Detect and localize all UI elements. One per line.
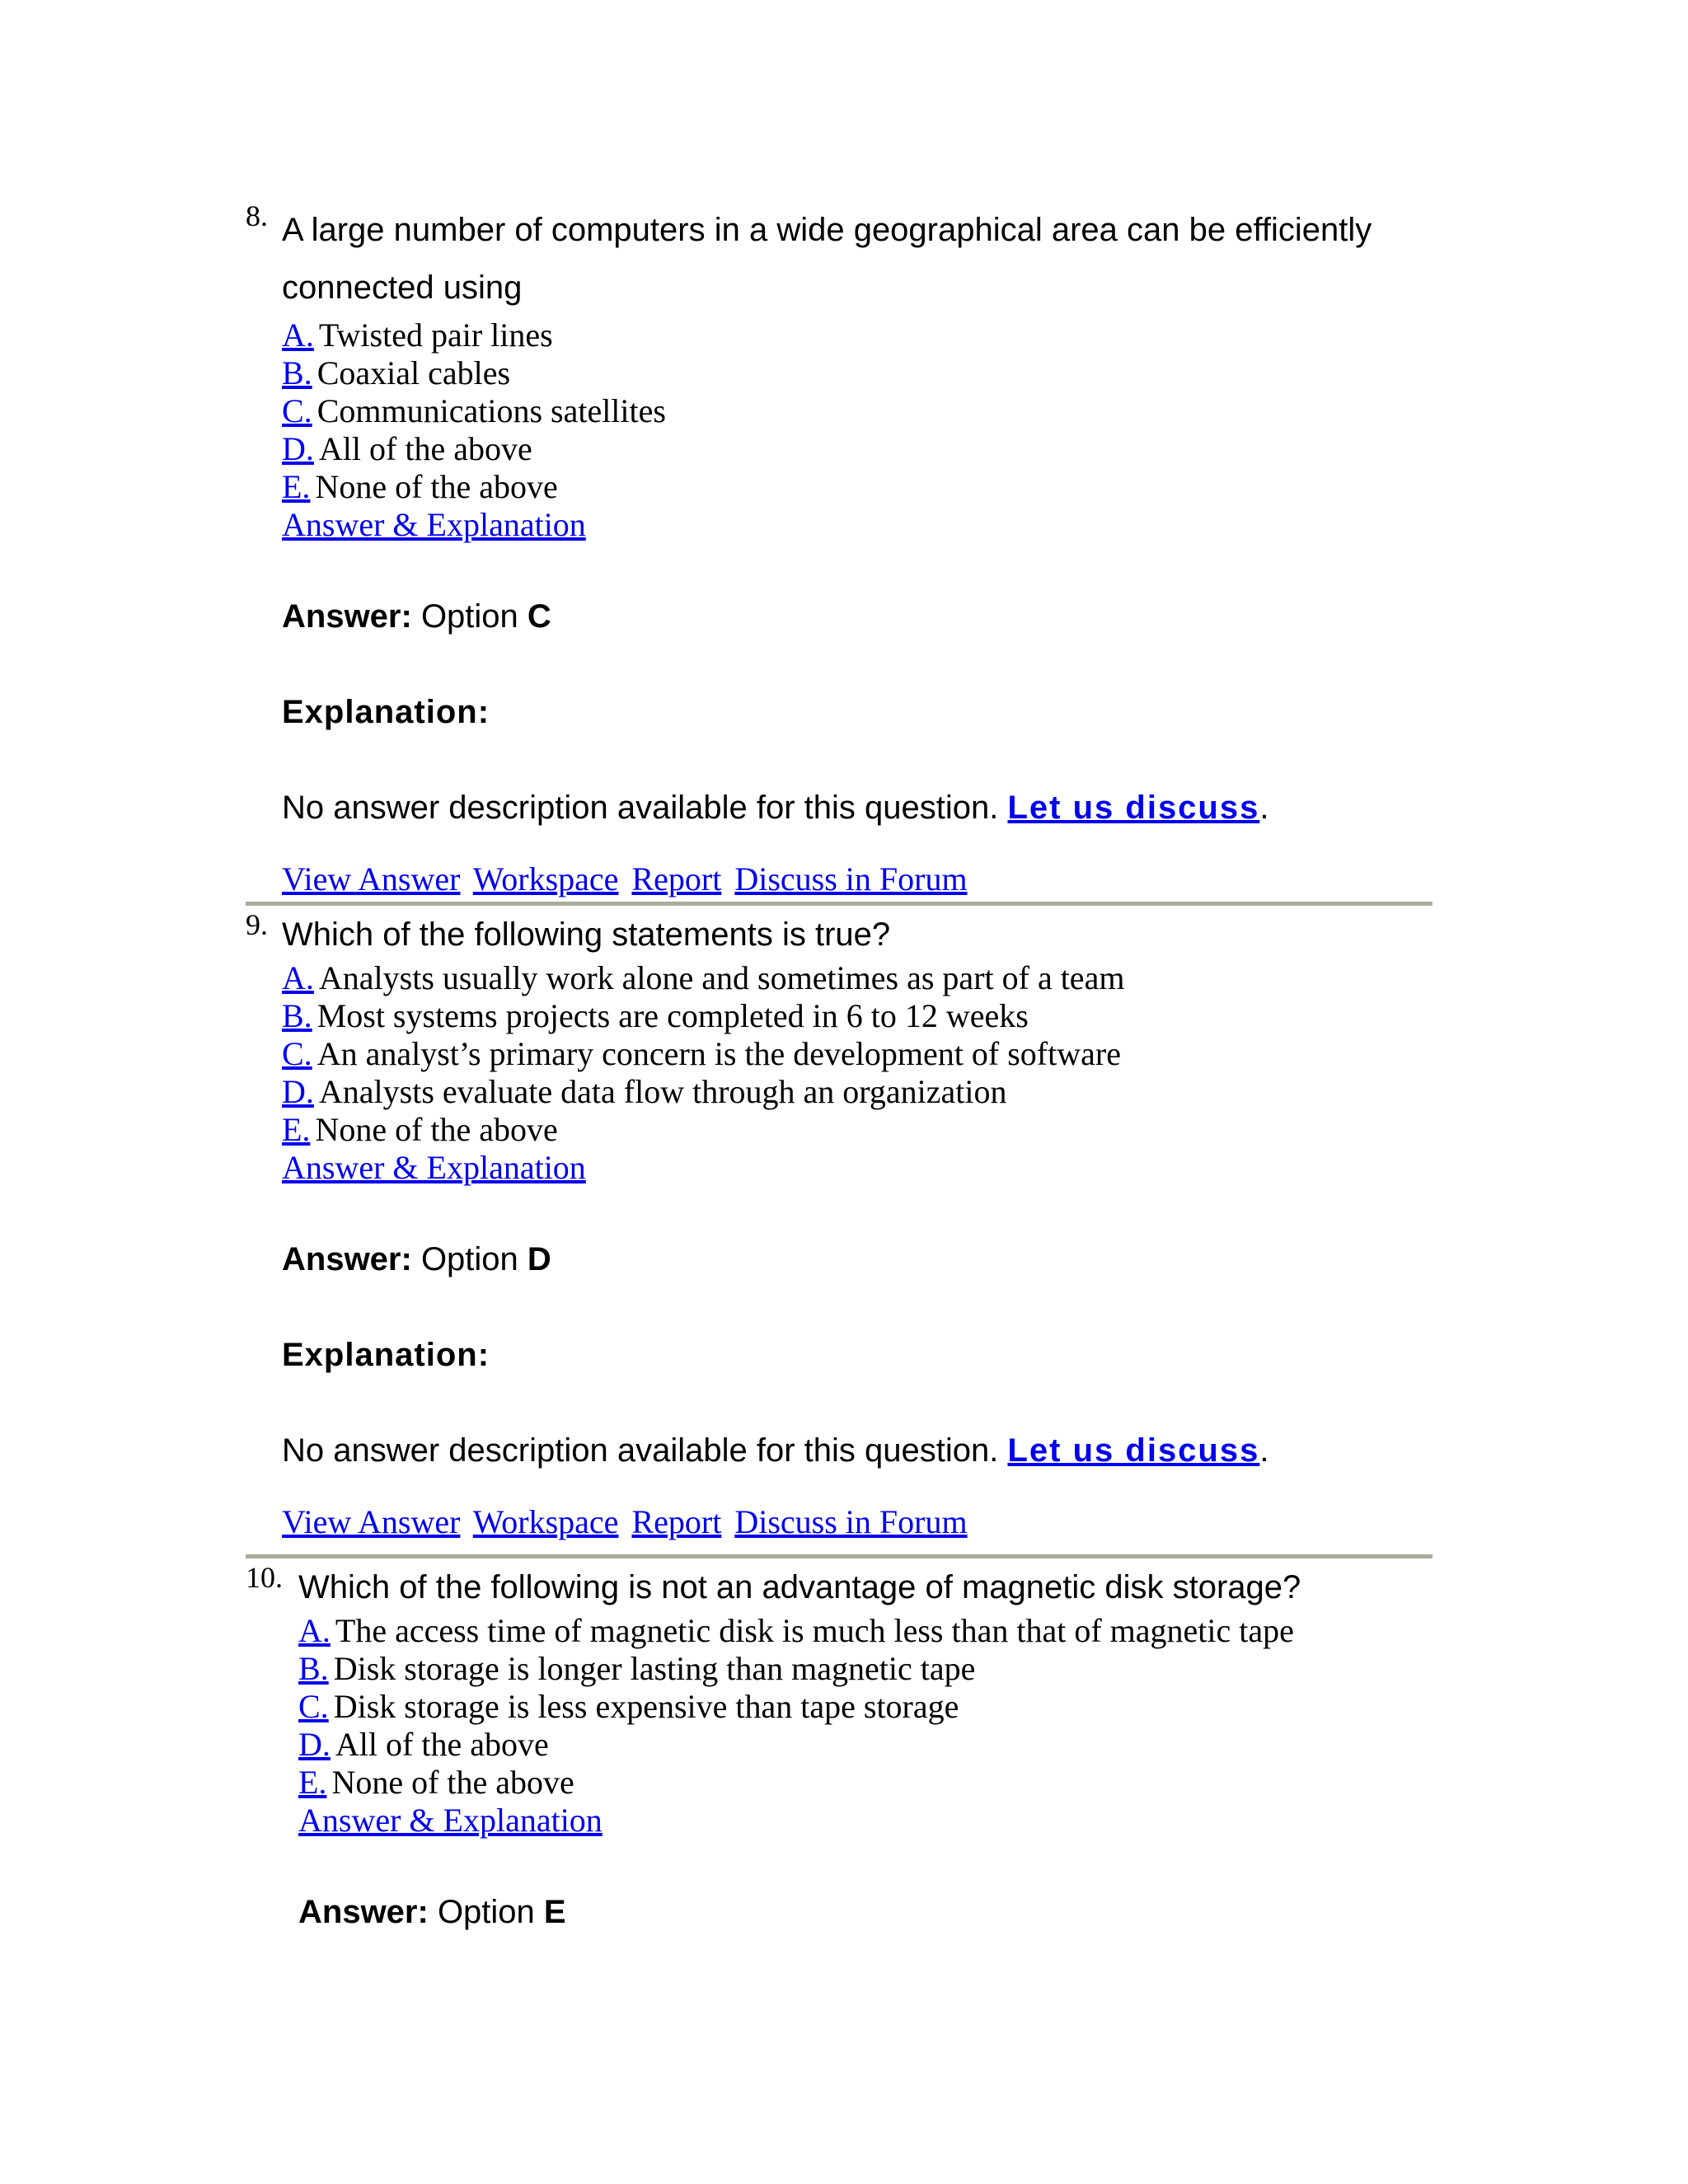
option-e-link[interactable]: E. bbox=[282, 1111, 311, 1148]
answer-explanation-link[interactable]: Answer & Explanation bbox=[282, 506, 586, 543]
option-a-link[interactable]: A. bbox=[282, 316, 314, 354]
question-8 bbox=[282, 204, 1372, 898]
question-stem bbox=[298, 1563, 1301, 1612]
question-stem-line: Which of the following is not an advantage of magnetic disk storage? bbox=[298, 1569, 1301, 1605]
question-stem-line: connected using bbox=[282, 269, 523, 306]
option-text: None of the above bbox=[315, 468, 558, 505]
question-stem-line: A large number of computers in a wide geographical area can be efficiently bbox=[282, 212, 1372, 248]
option-d bbox=[282, 1073, 1268, 1111]
view-answer-link[interactable]: View Answer bbox=[282, 1503, 461, 1540]
option-d-link[interactable]: D. bbox=[282, 430, 314, 467]
option-e bbox=[282, 468, 1372, 506]
answer-explanation-link[interactable]: Answer & Explanation bbox=[282, 1149, 586, 1186]
option-b-link[interactable]: B. bbox=[282, 354, 312, 391]
option-text: Disk storage is longer lasting than magnetic tape bbox=[333, 1650, 976, 1687]
option-c-link[interactable]: C. bbox=[282, 392, 312, 429]
option-text: All of the above bbox=[318, 430, 532, 467]
question-number: 9. bbox=[246, 908, 268, 941]
answer-line bbox=[298, 1887, 1301, 1937]
option-c bbox=[282, 1035, 1268, 1073]
explanation-sentence: No answer description available for this question. bbox=[282, 790, 999, 826]
option-text: Analysts usually work alone and sometimes as part of a team bbox=[318, 959, 1125, 996]
option-text: None of the above bbox=[331, 1764, 574, 1801]
explanation-period: . bbox=[1259, 1432, 1269, 1469]
answer-value: C bbox=[527, 598, 551, 635]
option-text: Coaxial cables bbox=[316, 354, 511, 391]
option-d bbox=[282, 430, 1372, 468]
option-c bbox=[298, 1688, 1301, 1726]
let-us-discuss-link[interactable]: Let us discuss bbox=[1007, 790, 1260, 826]
question-actions bbox=[282, 1503, 1268, 1541]
option-b bbox=[282, 997, 1268, 1035]
question-stem-line: Which of the following statements is true? bbox=[282, 916, 891, 953]
explanation-heading: Explanation: bbox=[282, 1337, 490, 1373]
option-a-link[interactable]: A. bbox=[282, 959, 314, 996]
answer-line bbox=[282, 592, 1372, 641]
question-stem bbox=[282, 201, 1372, 316]
question-number: 10. bbox=[246, 1561, 283, 1594]
let-us-discuss-link[interactable]: Let us discuss bbox=[1007, 1432, 1260, 1469]
option-e bbox=[298, 1764, 1301, 1802]
option-text: The access time of magnetic disk is much less than that of magnetic tape bbox=[335, 1612, 1294, 1649]
option-text: Analysts evaluate data flow through an organization bbox=[318, 1073, 1007, 1110]
workspace-link[interactable]: Workspace bbox=[472, 860, 619, 898]
explanation-text bbox=[282, 783, 1372, 832]
answer-prefix: Option bbox=[420, 1241, 518, 1277]
answer-label: Answer: bbox=[282, 598, 412, 635]
option-e-link[interactable]: E. bbox=[298, 1764, 327, 1801]
option-text: An analyst’s primary concern is the development of software bbox=[316, 1035, 1121, 1072]
answer-value: E bbox=[543, 1894, 566, 1930]
answer-label: Answer: bbox=[298, 1894, 429, 1930]
option-a-link[interactable]: A. bbox=[298, 1612, 331, 1649]
option-c-link[interactable]: C. bbox=[298, 1688, 329, 1725]
discuss-in-forum-link[interactable]: Discuss in Forum bbox=[734, 1503, 968, 1540]
option-b bbox=[282, 354, 1372, 392]
option-e bbox=[282, 1111, 1268, 1149]
question-stem bbox=[282, 910, 1268, 959]
divider bbox=[246, 902, 1432, 906]
option-d-link[interactable]: D. bbox=[298, 1726, 331, 1763]
option-d-link[interactable]: D. bbox=[282, 1073, 314, 1110]
workspace-link[interactable]: Workspace bbox=[472, 1503, 619, 1540]
answer-value: D bbox=[527, 1241, 551, 1277]
option-c bbox=[282, 392, 1372, 430]
answer-prefix: Option bbox=[437, 1894, 535, 1930]
explanation-text bbox=[282, 1426, 1268, 1475]
divider bbox=[246, 1554, 1432, 1558]
option-c-link[interactable]: C. bbox=[282, 1035, 312, 1072]
report-link[interactable]: Report bbox=[631, 1503, 722, 1540]
option-text: Most systems projects are completed in 6 to 12 weeks bbox=[316, 997, 1029, 1034]
question-actions bbox=[282, 860, 1372, 898]
explanation-period: . bbox=[1259, 790, 1269, 826]
answer-label: Answer: bbox=[282, 1241, 412, 1277]
answer-explanation-link[interactable]: Answer & Explanation bbox=[298, 1802, 603, 1839]
option-d bbox=[298, 1726, 1301, 1764]
explanation-sentence: No answer description available for this question. bbox=[282, 1432, 999, 1469]
option-text: Twisted pair lines bbox=[318, 316, 553, 354]
view-answer-link[interactable]: View Answer bbox=[282, 860, 461, 898]
option-text: All of the above bbox=[335, 1726, 549, 1763]
question-10 bbox=[298, 1566, 1301, 1937]
option-a bbox=[282, 959, 1268, 997]
report-link[interactable]: Report bbox=[631, 860, 722, 898]
option-text: Communications satellites bbox=[316, 392, 666, 429]
answer-prefix: Option bbox=[420, 598, 518, 635]
discuss-in-forum-link[interactable]: Discuss in Forum bbox=[734, 860, 968, 898]
option-a bbox=[298, 1612, 1301, 1650]
option-b bbox=[298, 1650, 1301, 1688]
option-b-link[interactable]: B. bbox=[298, 1650, 329, 1687]
option-b-link[interactable]: B. bbox=[282, 997, 312, 1034]
option-text: Disk storage is less expensive than tape storage bbox=[333, 1688, 959, 1725]
question-number: 8. bbox=[246, 199, 268, 232]
explanation-heading: Explanation: bbox=[282, 694, 490, 730]
answer-line bbox=[282, 1235, 1268, 1284]
option-e-link[interactable]: E. bbox=[282, 468, 311, 505]
option-text: None of the above bbox=[315, 1111, 558, 1148]
option-a bbox=[282, 316, 1372, 354]
question-9 bbox=[282, 913, 1268, 1541]
